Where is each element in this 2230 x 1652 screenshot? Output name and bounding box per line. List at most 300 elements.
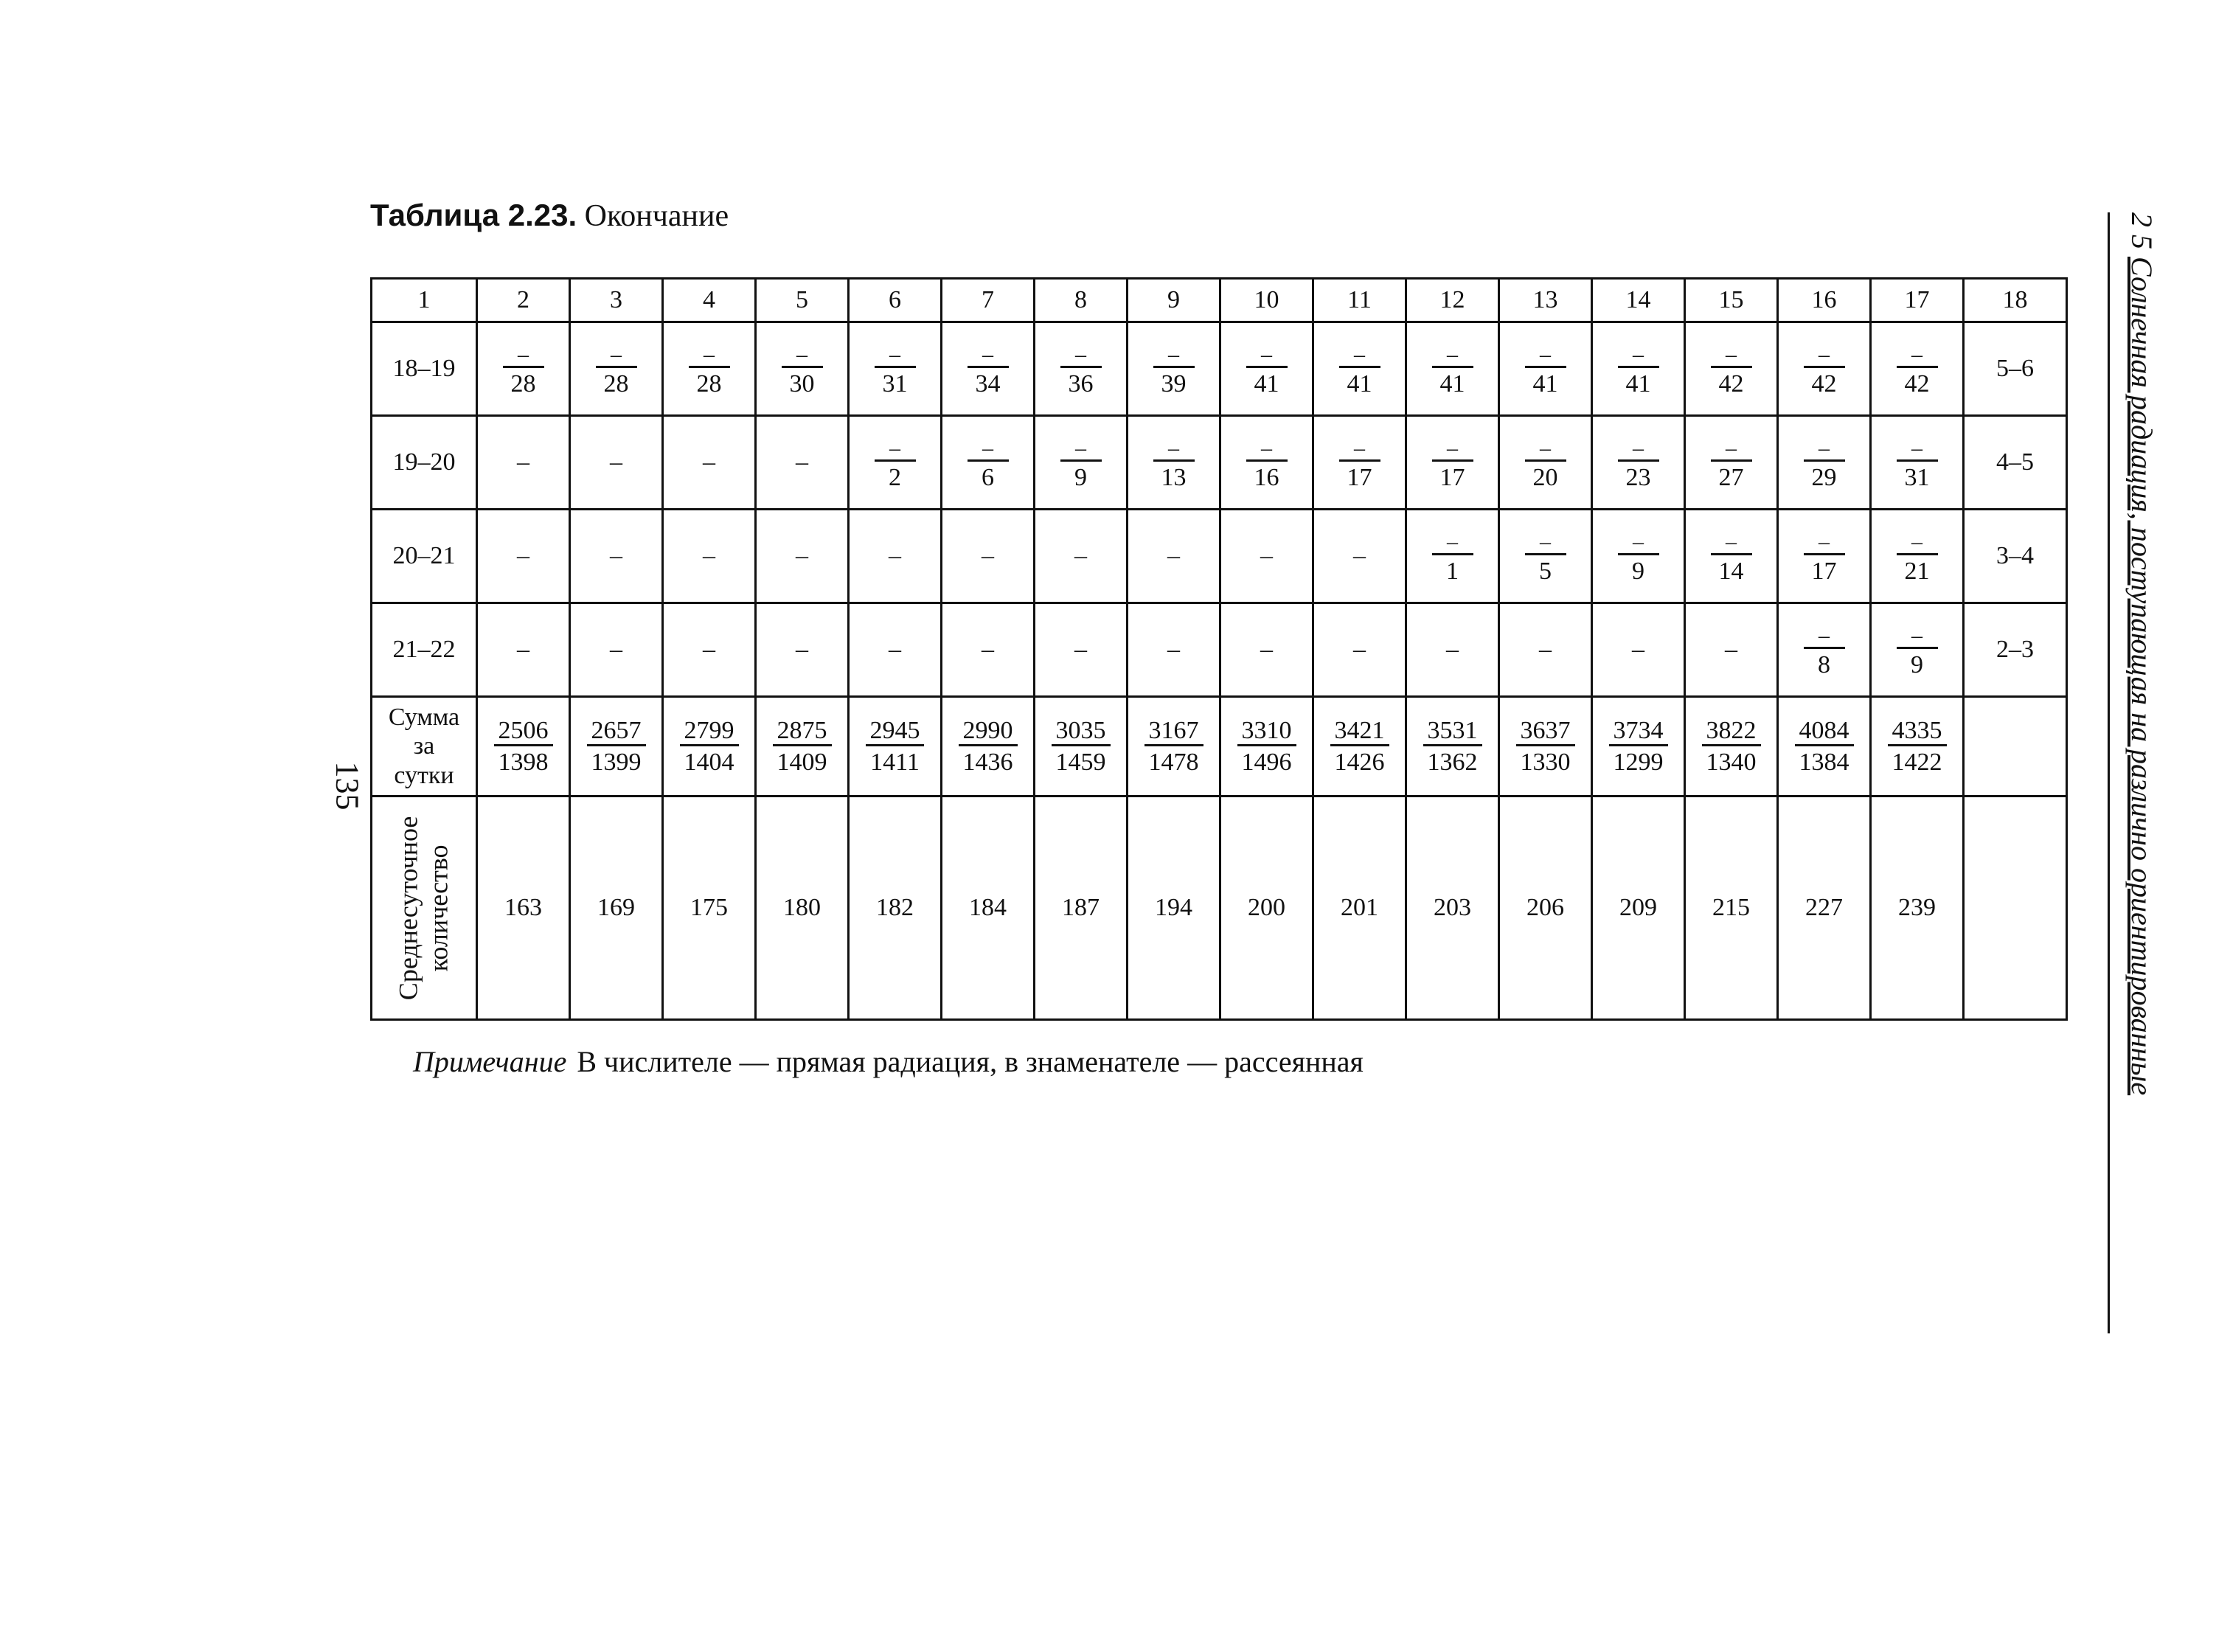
table-cell: – bbox=[849, 603, 942, 697]
table-cell: 209 bbox=[1592, 796, 1685, 1020]
fraction bbox=[494, 718, 553, 775]
row-label-line: за bbox=[413, 732, 435, 760]
column-header: 1 bbox=[372, 279, 477, 322]
table-cell: – bbox=[1220, 603, 1313, 697]
table-cell bbox=[1406, 697, 1499, 796]
row-label-line: сутки bbox=[394, 761, 454, 789]
fraction bbox=[1804, 530, 1845, 585]
table-cell: – bbox=[663, 510, 756, 603]
denominator: 29 bbox=[1804, 459, 1845, 491]
table-cell bbox=[1035, 697, 1128, 796]
denominator: 41 bbox=[1339, 366, 1380, 398]
row-label bbox=[372, 796, 477, 1020]
table-cell bbox=[1220, 322, 1313, 416]
numerator: 2875 bbox=[777, 717, 827, 745]
table-cell: – bbox=[1128, 510, 1220, 603]
fraction bbox=[866, 718, 924, 775]
fraction bbox=[968, 343, 1009, 398]
column-header: 5 bbox=[756, 279, 849, 322]
running-head-title: Солнечная радиация, поступающая на различно ориентированные bbox=[2125, 257, 2158, 1096]
table-cell bbox=[663, 697, 756, 796]
numerator: 3531 bbox=[1427, 717, 1478, 745]
denominator: 1399 bbox=[587, 744, 646, 776]
denominator: 42 bbox=[1711, 366, 1752, 398]
table-cell: – bbox=[756, 416, 849, 510]
table-cell: – bbox=[1406, 603, 1499, 697]
denominator: 1 bbox=[1432, 553, 1473, 585]
fraction bbox=[587, 718, 646, 775]
denominator: 17 bbox=[1804, 553, 1845, 585]
fraction bbox=[1525, 530, 1566, 585]
denominator: 17 bbox=[1339, 459, 1380, 491]
fraction bbox=[1339, 343, 1380, 398]
numerator: 2990 bbox=[962, 717, 1013, 745]
table-cell: 206 bbox=[1499, 796, 1592, 1020]
numerator: 4335 bbox=[1892, 717, 1942, 745]
table-cell bbox=[663, 322, 756, 416]
denominator: 8 bbox=[1804, 647, 1845, 678]
column-header: 11 bbox=[1313, 279, 1406, 322]
running-head-section: 2 5 bbox=[2125, 212, 2158, 257]
table-cell: – bbox=[756, 510, 849, 603]
header-row bbox=[372, 279, 2067, 322]
numerator: – bbox=[1819, 435, 1830, 460]
table-cell: 182 bbox=[849, 796, 942, 1020]
table-cell bbox=[849, 322, 942, 416]
table-cell bbox=[1128, 697, 1220, 796]
numerator: 2657 bbox=[591, 717, 642, 745]
table-cell bbox=[1778, 697, 1871, 796]
row-label bbox=[372, 697, 477, 796]
numerator: – bbox=[1633, 435, 1644, 460]
numerator: – bbox=[982, 341, 993, 367]
denominator: 28 bbox=[503, 366, 544, 398]
denominator: 1340 bbox=[1702, 744, 1761, 776]
numerator: – bbox=[1726, 529, 1737, 554]
numerator: 3167 bbox=[1148, 717, 1199, 745]
table-cell bbox=[1406, 510, 1499, 603]
table-cell bbox=[1685, 510, 1778, 603]
table-cell bbox=[1685, 322, 1778, 416]
numerator: – bbox=[1075, 341, 1086, 367]
row-label: 19–20 bbox=[372, 416, 477, 510]
fraction bbox=[1897, 343, 1938, 398]
table-cell: 200 bbox=[1220, 796, 1313, 1020]
table-cell: – bbox=[570, 416, 663, 510]
column-header: 16 bbox=[1778, 279, 1871, 322]
table-cell bbox=[1499, 416, 1592, 510]
table-caption-text: Окончание bbox=[577, 199, 729, 233]
denominator: 28 bbox=[689, 366, 730, 398]
fraction bbox=[875, 343, 916, 398]
fraction bbox=[1246, 437, 1288, 491]
numerator: – bbox=[796, 341, 807, 367]
table-cell bbox=[1778, 416, 1871, 510]
fraction bbox=[1432, 343, 1473, 398]
table-cell bbox=[1406, 322, 1499, 416]
table-row bbox=[372, 416, 2067, 510]
numerator: 2945 bbox=[869, 717, 920, 745]
table-cell bbox=[1313, 322, 1406, 416]
numerator: 2799 bbox=[684, 717, 734, 745]
numerator: – bbox=[1633, 529, 1644, 554]
denominator: 41 bbox=[1618, 366, 1659, 398]
table-cell: – bbox=[477, 416, 570, 510]
table-cell bbox=[1499, 697, 1592, 796]
table-cell: – bbox=[570, 510, 663, 603]
table-cell bbox=[1964, 796, 2067, 1020]
denominator: 1436 bbox=[959, 744, 1018, 776]
table-cell bbox=[1964, 697, 2067, 796]
fraction bbox=[1897, 624, 1938, 678]
hour-range-cell: 5–6 bbox=[1964, 322, 2067, 416]
numerator: 2506 bbox=[498, 717, 549, 745]
table-cell: – bbox=[570, 603, 663, 697]
column-header: 2 bbox=[477, 279, 570, 322]
numerator: 3637 bbox=[1520, 717, 1571, 745]
row-label-line: количество bbox=[424, 844, 454, 971]
fraction bbox=[1246, 343, 1288, 398]
numerator: – bbox=[1819, 622, 1830, 648]
sum-row bbox=[372, 697, 2067, 796]
table-cell: – bbox=[1499, 603, 1592, 697]
fraction bbox=[1060, 437, 1102, 491]
fraction bbox=[875, 437, 916, 491]
numerator: – bbox=[1447, 529, 1458, 554]
numerator: – bbox=[1540, 341, 1551, 367]
radiation-table bbox=[370, 277, 2068, 1021]
fraction bbox=[968, 437, 1009, 491]
note-label: Примечание bbox=[413, 1045, 567, 1078]
denominator: 42 bbox=[1804, 366, 1845, 398]
row-label-line: Сумма bbox=[388, 704, 460, 732]
numerator: – bbox=[1540, 529, 1551, 554]
denominator: 31 bbox=[875, 366, 916, 398]
table-cell bbox=[570, 322, 663, 416]
running-head bbox=[2125, 212, 2159, 1319]
denominator: 41 bbox=[1246, 366, 1288, 398]
numerator: 3421 bbox=[1334, 717, 1385, 745]
denominator: 2 bbox=[875, 459, 916, 491]
denominator: 1478 bbox=[1144, 744, 1203, 776]
denominator: 1496 bbox=[1237, 744, 1296, 776]
table-caption-number: Таблица 2.23. bbox=[370, 198, 577, 232]
column-header: 7 bbox=[942, 279, 1035, 322]
table-cell bbox=[1778, 603, 1871, 697]
table-cell bbox=[1871, 510, 1964, 603]
denominator: 36 bbox=[1060, 366, 1102, 398]
denominator: 23 bbox=[1618, 459, 1659, 491]
table-cell: 203 bbox=[1406, 796, 1499, 1020]
denominator: 1384 bbox=[1795, 744, 1854, 776]
column-header: 9 bbox=[1128, 279, 1220, 322]
table-cell bbox=[1313, 697, 1406, 796]
denominator: 1459 bbox=[1052, 744, 1111, 776]
column-header: 8 bbox=[1035, 279, 1128, 322]
numerator: – bbox=[1726, 435, 1737, 460]
column-header: 4 bbox=[663, 279, 756, 322]
denominator: 6 bbox=[968, 459, 1009, 491]
fraction bbox=[1516, 718, 1575, 775]
fraction bbox=[1702, 718, 1761, 775]
table-cell: – bbox=[1035, 603, 1128, 697]
column-header: 15 bbox=[1685, 279, 1778, 322]
denominator: 42 bbox=[1897, 366, 1938, 398]
numerator: – bbox=[1911, 341, 1922, 367]
numerator: – bbox=[1911, 529, 1922, 554]
denominator: 16 bbox=[1246, 459, 1288, 491]
table-cell: 201 bbox=[1313, 796, 1406, 1020]
fraction bbox=[1711, 437, 1752, 491]
note-text: В числителе — прямая радиация, в знаменателе — рассеянная bbox=[577, 1045, 1364, 1078]
fraction bbox=[1237, 718, 1296, 775]
denominator: 27 bbox=[1711, 459, 1752, 491]
table-cell bbox=[570, 697, 663, 796]
table-cell: 180 bbox=[756, 796, 849, 1020]
table-cell: – bbox=[663, 416, 756, 510]
fraction bbox=[1618, 343, 1659, 398]
denominator: 41 bbox=[1432, 366, 1473, 398]
table-cell bbox=[942, 697, 1035, 796]
denominator: 21 bbox=[1897, 553, 1938, 585]
denominator: 30 bbox=[782, 366, 823, 398]
denominator: 1299 bbox=[1609, 744, 1668, 776]
denominator: 5 bbox=[1525, 553, 1566, 585]
numerator: – bbox=[1540, 435, 1551, 460]
table-cell: – bbox=[1035, 510, 1128, 603]
denominator: 1330 bbox=[1516, 744, 1575, 776]
fraction bbox=[1618, 437, 1659, 491]
row-label-vertical bbox=[394, 816, 455, 1000]
numerator: – bbox=[1911, 435, 1922, 460]
numerator: – bbox=[1354, 341, 1365, 367]
denominator: 1398 bbox=[494, 744, 553, 776]
denominator: 9 bbox=[1897, 647, 1938, 678]
table-cell bbox=[756, 322, 849, 416]
numerator: – bbox=[1075, 435, 1086, 460]
denominator: 34 bbox=[968, 366, 1009, 398]
fraction bbox=[782, 343, 823, 398]
table-cell: – bbox=[1313, 603, 1406, 697]
table-cell bbox=[942, 416, 1035, 510]
numerator: – bbox=[611, 341, 622, 367]
fraction bbox=[959, 718, 1018, 775]
table-cell bbox=[1871, 416, 1964, 510]
table-cell: 194 bbox=[1128, 796, 1220, 1020]
fraction bbox=[1897, 530, 1938, 585]
denominator: 1409 bbox=[773, 744, 832, 776]
row-label-wrap bbox=[372, 797, 476, 1018]
hour-range-cell: 3–4 bbox=[1964, 510, 2067, 603]
table-cell: 163 bbox=[477, 796, 570, 1020]
fraction bbox=[1795, 718, 1854, 775]
table-cell: – bbox=[1128, 603, 1220, 697]
table-cell bbox=[1128, 322, 1220, 416]
numerator: – bbox=[982, 435, 993, 460]
table-cell: – bbox=[942, 510, 1035, 603]
table-cell bbox=[1778, 510, 1871, 603]
fraction bbox=[689, 343, 730, 398]
denominator: 1404 bbox=[680, 744, 739, 776]
table-cell: 227 bbox=[1778, 796, 1871, 1020]
table-cell bbox=[477, 322, 570, 416]
numerator: – bbox=[889, 341, 900, 367]
fraction bbox=[596, 343, 637, 398]
fraction bbox=[1432, 530, 1473, 585]
table-cell bbox=[1499, 510, 1592, 603]
denominator: 13 bbox=[1153, 459, 1195, 491]
numerator: – bbox=[1168, 435, 1179, 460]
numerator: – bbox=[1726, 341, 1737, 367]
numerator: 3310 bbox=[1241, 717, 1292, 745]
table-cell: – bbox=[1313, 510, 1406, 603]
table-cell: – bbox=[942, 603, 1035, 697]
row-label: 21–22 bbox=[372, 603, 477, 697]
denominator: 14 bbox=[1711, 553, 1752, 585]
numerator: 3734 bbox=[1613, 717, 1664, 745]
table-cell bbox=[849, 416, 942, 510]
fraction bbox=[1432, 437, 1473, 491]
table-cell: – bbox=[756, 603, 849, 697]
numerator: – bbox=[1633, 341, 1644, 367]
table-cell: – bbox=[477, 510, 570, 603]
column-header: 17 bbox=[1871, 279, 1964, 322]
numerator: – bbox=[1168, 341, 1179, 367]
fraction bbox=[1153, 343, 1195, 398]
numerator: 4084 bbox=[1799, 717, 1849, 745]
table-cell bbox=[1035, 322, 1128, 416]
table-cell bbox=[756, 697, 849, 796]
table-row bbox=[372, 603, 2067, 697]
fraction bbox=[503, 343, 544, 398]
table-cell: 239 bbox=[1871, 796, 1964, 1020]
table-cell bbox=[849, 697, 942, 796]
table-cell: 169 bbox=[570, 796, 663, 1020]
table-cell bbox=[1499, 322, 1592, 416]
fraction bbox=[1339, 437, 1380, 491]
table-cell: – bbox=[1220, 510, 1313, 603]
table-cell: 184 bbox=[942, 796, 1035, 1020]
table-cell bbox=[477, 697, 570, 796]
table-cell bbox=[1592, 416, 1685, 510]
table-cell bbox=[1592, 510, 1685, 603]
row-label: 18–19 bbox=[372, 322, 477, 416]
fraction bbox=[1711, 530, 1752, 585]
numerator: – bbox=[518, 341, 529, 367]
fraction bbox=[1618, 530, 1659, 585]
table-cell: – bbox=[1592, 603, 1685, 697]
column-header: 6 bbox=[849, 279, 942, 322]
table-row bbox=[372, 510, 2067, 603]
numerator: – bbox=[1261, 435, 1272, 460]
denominator: 31 bbox=[1897, 459, 1938, 491]
table-cell bbox=[1592, 322, 1685, 416]
numerator: 3822 bbox=[1706, 717, 1757, 745]
table-cell bbox=[1871, 322, 1964, 416]
table-cell bbox=[1220, 697, 1313, 796]
page-number: 135 bbox=[329, 761, 366, 811]
row-label: 20–21 bbox=[372, 510, 477, 603]
denominator: 20 bbox=[1525, 459, 1566, 491]
running-head-rule bbox=[2108, 212, 2110, 1333]
fraction bbox=[1804, 624, 1845, 678]
numerator: 3035 bbox=[1055, 717, 1106, 745]
numerator: – bbox=[1354, 435, 1365, 460]
column-header: 13 bbox=[1499, 279, 1592, 322]
fraction bbox=[1897, 437, 1938, 491]
row-label-line: Среднесуточное bbox=[393, 816, 423, 1000]
table-cell bbox=[1592, 697, 1685, 796]
denominator: 41 bbox=[1525, 366, 1566, 398]
fraction bbox=[1711, 343, 1752, 398]
fraction bbox=[1144, 718, 1203, 775]
table-cell bbox=[1035, 416, 1128, 510]
table-cell bbox=[1778, 322, 1871, 416]
numerator: – bbox=[1447, 435, 1458, 460]
fraction bbox=[773, 718, 832, 775]
fraction bbox=[680, 718, 739, 775]
table-cell bbox=[1220, 416, 1313, 510]
fraction bbox=[1888, 718, 1947, 775]
denominator: 1426 bbox=[1330, 744, 1389, 776]
table-cell: 187 bbox=[1035, 796, 1128, 1020]
table-cell bbox=[1685, 416, 1778, 510]
table-cell: 215 bbox=[1685, 796, 1778, 1020]
denominator: 39 bbox=[1153, 366, 1195, 398]
fraction bbox=[1804, 343, 1845, 398]
column-header: 18 bbox=[1964, 279, 2067, 322]
fraction bbox=[1052, 718, 1111, 775]
table-cell: 175 bbox=[663, 796, 756, 1020]
numerator: – bbox=[889, 435, 900, 460]
numerator: – bbox=[1447, 341, 1458, 367]
numerator: – bbox=[1911, 622, 1922, 648]
fraction bbox=[1060, 343, 1102, 398]
fraction bbox=[1609, 718, 1668, 775]
table-cell: – bbox=[1685, 603, 1778, 697]
column-header: 12 bbox=[1406, 279, 1499, 322]
denominator: 28 bbox=[596, 366, 637, 398]
numerator: – bbox=[704, 341, 715, 367]
fraction bbox=[1525, 437, 1566, 491]
table-caption bbox=[370, 198, 729, 234]
table-note bbox=[413, 1044, 1364, 1079]
fraction bbox=[1525, 343, 1566, 398]
fraction bbox=[1423, 718, 1482, 775]
numerator: – bbox=[1819, 529, 1830, 554]
fraction bbox=[1330, 718, 1389, 775]
table-cell: – bbox=[663, 603, 756, 697]
table-cell: – bbox=[849, 510, 942, 603]
denominator: 17 bbox=[1432, 459, 1473, 491]
column-header: 10 bbox=[1220, 279, 1313, 322]
table-cell bbox=[942, 322, 1035, 416]
denominator: 1422 bbox=[1888, 744, 1947, 776]
denominator: 9 bbox=[1060, 459, 1102, 491]
hour-range-cell: 2–3 bbox=[1964, 603, 2067, 697]
fraction bbox=[1153, 437, 1195, 491]
numerator: – bbox=[1819, 341, 1830, 367]
table-cell bbox=[1313, 416, 1406, 510]
table-cell bbox=[1871, 697, 1964, 796]
average-row bbox=[372, 796, 2067, 1020]
hour-range-cell: 4–5 bbox=[1964, 416, 2067, 510]
column-header: 14 bbox=[1592, 279, 1685, 322]
table-row bbox=[372, 322, 2067, 416]
fraction bbox=[1804, 437, 1845, 491]
table-cell bbox=[1128, 416, 1220, 510]
table-cell: – bbox=[477, 603, 570, 697]
